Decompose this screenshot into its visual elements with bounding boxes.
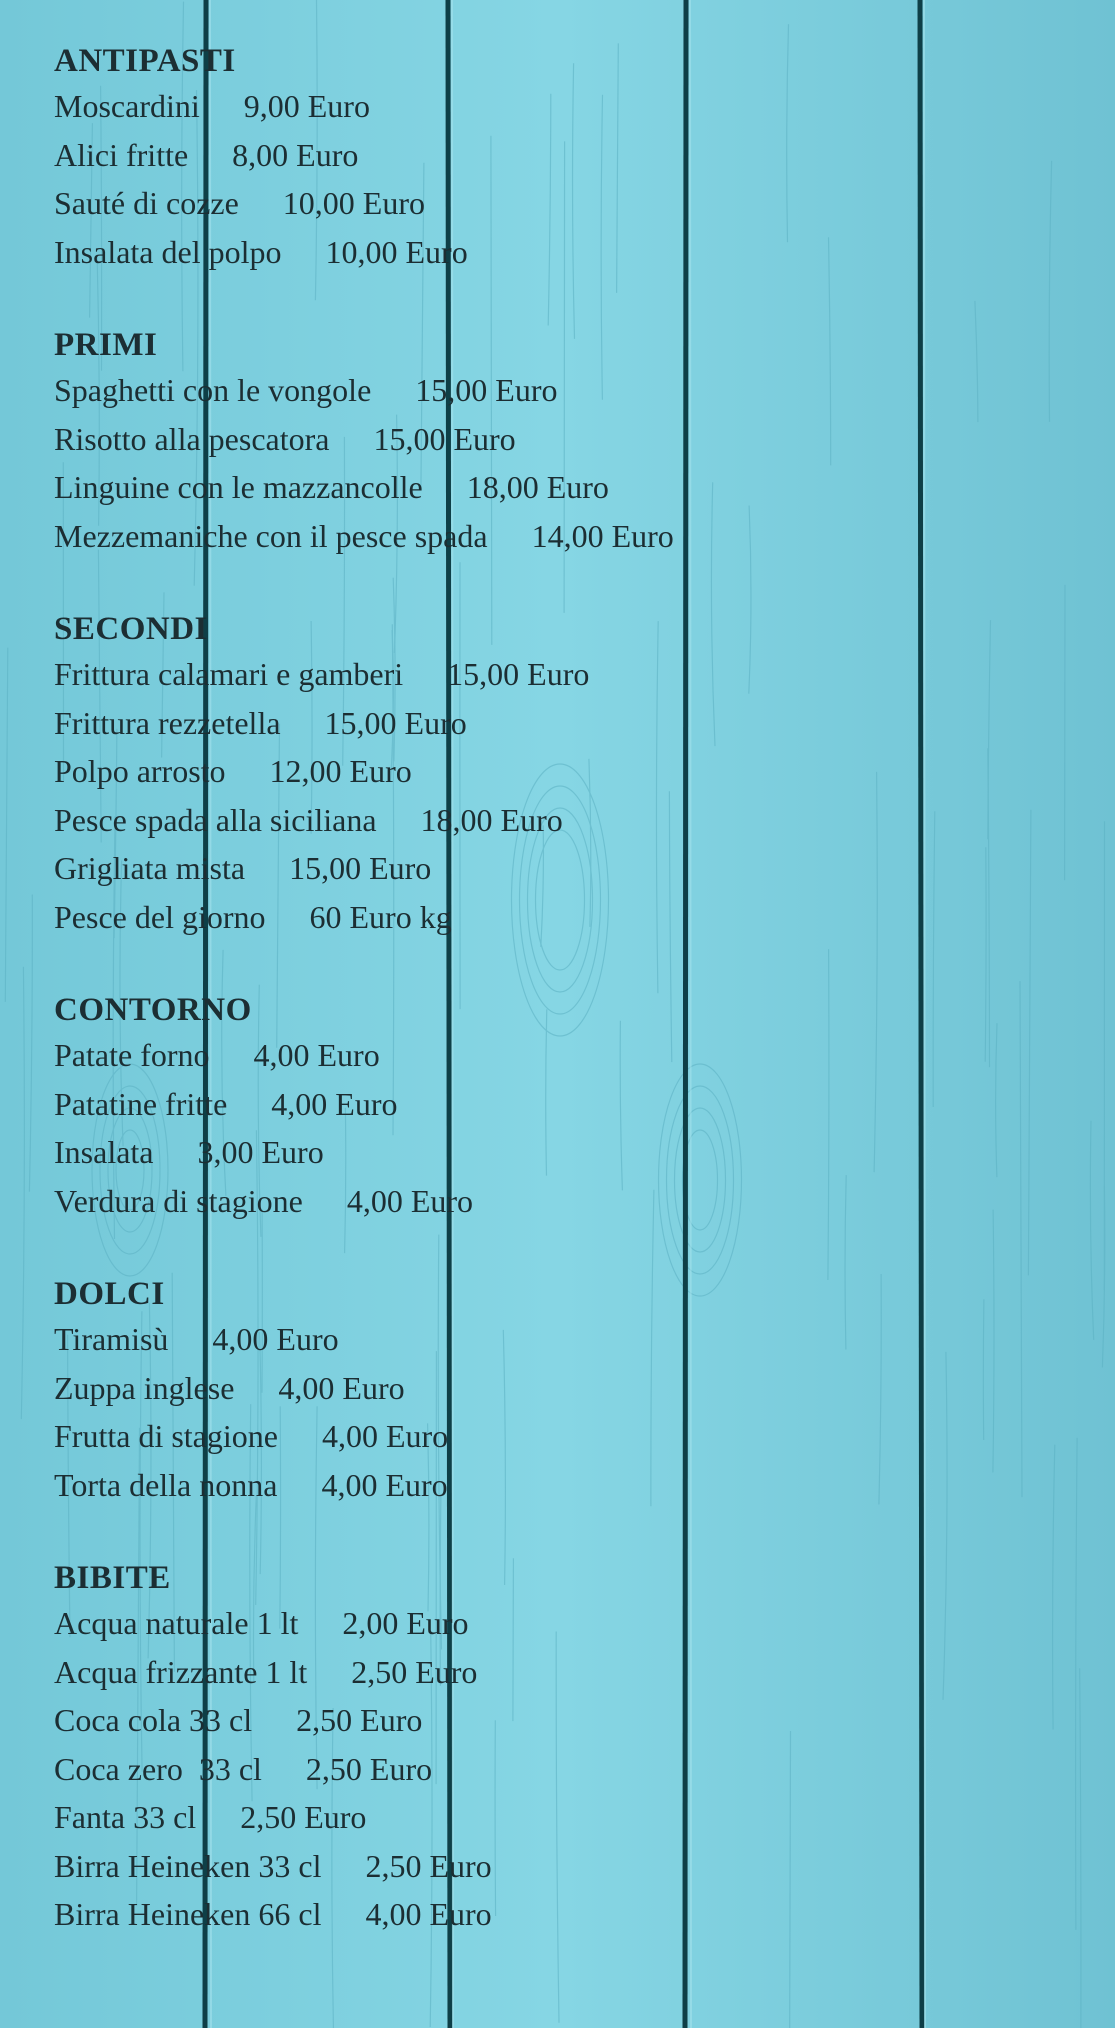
- item-price: 9,00 Euro: [243, 88, 370, 124]
- menu-item: [54, 1461, 1054, 1510]
- item-name: Linguine con le mazzancolle: [54, 469, 423, 505]
- menu-item: [54, 1745, 1054, 1794]
- item-name: Torta della nonna: [54, 1466, 278, 1503]
- item-name: Coca zero 33 cl: [54, 1750, 262, 1787]
- section-title: DOLCI: [54, 1276, 165, 1312]
- item-name: Tiramisù: [54, 1321, 169, 1357]
- item-price: 4,00 Euro: [271, 1085, 398, 1122]
- item-name: Insalata: [54, 1134, 154, 1170]
- item-price: 3,00 Euro: [197, 1134, 324, 1170]
- menu-item: [54, 699, 1054, 748]
- menu-item: [54, 1890, 1054, 1939]
- item-name: Patatine fritte: [54, 1085, 228, 1122]
- menu-item: [54, 1599, 1054, 1648]
- item-name: Acqua frizzante 1 lt: [54, 1653, 308, 1690]
- item-name: Sauté di cozze: [54, 185, 239, 221]
- item-price: 2,50 Euro: [351, 1653, 478, 1690]
- menu-item: [54, 1080, 1054, 1129]
- menu-item: [54, 1412, 1054, 1461]
- section-title: CONTORNO: [54, 992, 252, 1028]
- item-price: 2,50 Euro: [305, 1750, 433, 1787]
- item-price: 4,00 Euro: [365, 1896, 492, 1932]
- item-price: 8,00 Euro: [232, 136, 359, 173]
- item-name: Coca cola 33 cl: [54, 1702, 253, 1738]
- menu-item: [54, 844, 1054, 893]
- menu-section-bibite: [54, 1557, 1054, 1939]
- item-name: Verdura di stagione: [54, 1182, 303, 1219]
- item-name: Zuppa inglese: [54, 1369, 235, 1406]
- item-price: 12,00 Euro: [269, 753, 412, 789]
- menu-item: [54, 1793, 1054, 1842]
- item-name: Birra Heineken 33 cl: [54, 1847, 322, 1884]
- section-title: SECONDI: [54, 611, 208, 647]
- section-title: ANTIPASTI: [54, 43, 236, 79]
- menu-item: [54, 650, 1054, 699]
- item-price: 15,00 Euro: [415, 372, 558, 408]
- item-price: 4,00 Euro: [278, 1369, 405, 1406]
- item-price: 15,00 Euro: [324, 704, 467, 741]
- item-price: 4,00 Euro: [346, 1182, 474, 1219]
- item-name: Polpo arrosto: [54, 753, 226, 789]
- menu-item: [54, 1364, 1054, 1413]
- item-name: Pesce spada alla siciliana: [54, 801, 377, 838]
- item-name: Risotto alla pescatora: [54, 420, 330, 457]
- menu-item: [54, 228, 1054, 277]
- item-price: 18,00 Euro: [466, 469, 609, 505]
- item-price: 14,00 Euro: [531, 517, 674, 554]
- menu-item: [54, 1031, 1054, 1080]
- menu-item: [54, 415, 1054, 464]
- menu-item: [54, 796, 1054, 845]
- menu-item: [54, 131, 1054, 180]
- menu: [54, 40, 1054, 1987]
- item-name: Fanta 33 cl: [54, 1799, 197, 1835]
- menu-section-contorno: [54, 989, 1054, 1225]
- item-name: Mezzemaniche con il pesce spada: [54, 517, 488, 554]
- menu-item: [54, 1648, 1054, 1697]
- menu-item: [54, 747, 1054, 796]
- menu-item: [54, 1128, 1054, 1177]
- item-name: Frittura rezzetella: [54, 704, 281, 741]
- menu-section-antipasti: [54, 40, 1054, 276]
- item-name: Spaghetti con le vongole: [54, 372, 372, 408]
- item-name: Insalata del polpo: [54, 233, 282, 270]
- item-price: 60 Euro kg: [309, 898, 452, 935]
- menu-section-primi: [54, 324, 1054, 560]
- item-price: 4,00 Euro: [212, 1321, 339, 1357]
- item-name: Alici fritte: [54, 136, 189, 173]
- section-title: PRIMI: [54, 327, 158, 363]
- item-name: Grigliata mista: [54, 850, 246, 886]
- menu-item: [54, 1315, 1054, 1364]
- menu-item: [54, 82, 1054, 131]
- item-price: 4,00 Euro: [321, 1466, 448, 1503]
- menu-item: [54, 512, 1054, 561]
- menu-item: [54, 366, 1054, 415]
- menu-section-dolci: [54, 1273, 1054, 1509]
- item-price: 2,00 Euro: [342, 1605, 469, 1641]
- menu-item: [54, 1177, 1054, 1226]
- section-title: BIBITE: [54, 1560, 171, 1596]
- menu-item: [54, 893, 1054, 942]
- menu-section-secondi: [54, 608, 1054, 941]
- item-price: 2,50 Euro: [296, 1702, 423, 1738]
- item-name: Moscardini: [54, 88, 200, 124]
- item-price: 10,00 Euro: [282, 185, 425, 221]
- item-name: Acqua naturale 1 lt: [54, 1605, 299, 1641]
- item-price: 10,00 Euro: [325, 233, 468, 270]
- item-price: 15,00 Euro: [373, 420, 516, 457]
- item-price: 4,00 Euro: [253, 1037, 380, 1073]
- item-price: 2,50 Euro: [365, 1847, 492, 1884]
- item-price: 15,00 Euro: [447, 656, 590, 692]
- menu-item: [54, 1842, 1054, 1891]
- item-price: 4,00 Euro: [321, 1418, 449, 1454]
- item-name: Frittura calamari e gamberi: [54, 656, 404, 692]
- item-name: Frutta di stagione: [54, 1418, 278, 1454]
- menu-item: [54, 179, 1054, 228]
- item-price: 18,00 Euro: [420, 801, 563, 838]
- item-price: 15,00 Euro: [289, 850, 432, 886]
- item-name: Pesce del giorno: [54, 898, 266, 935]
- item-price: 2,50 Euro: [240, 1799, 367, 1835]
- item-name: Birra Heineken 66 cl: [54, 1896, 322, 1932]
- menu-item: [54, 463, 1054, 512]
- item-name: Patate forno: [54, 1037, 210, 1073]
- menu-item: [54, 1696, 1054, 1745]
